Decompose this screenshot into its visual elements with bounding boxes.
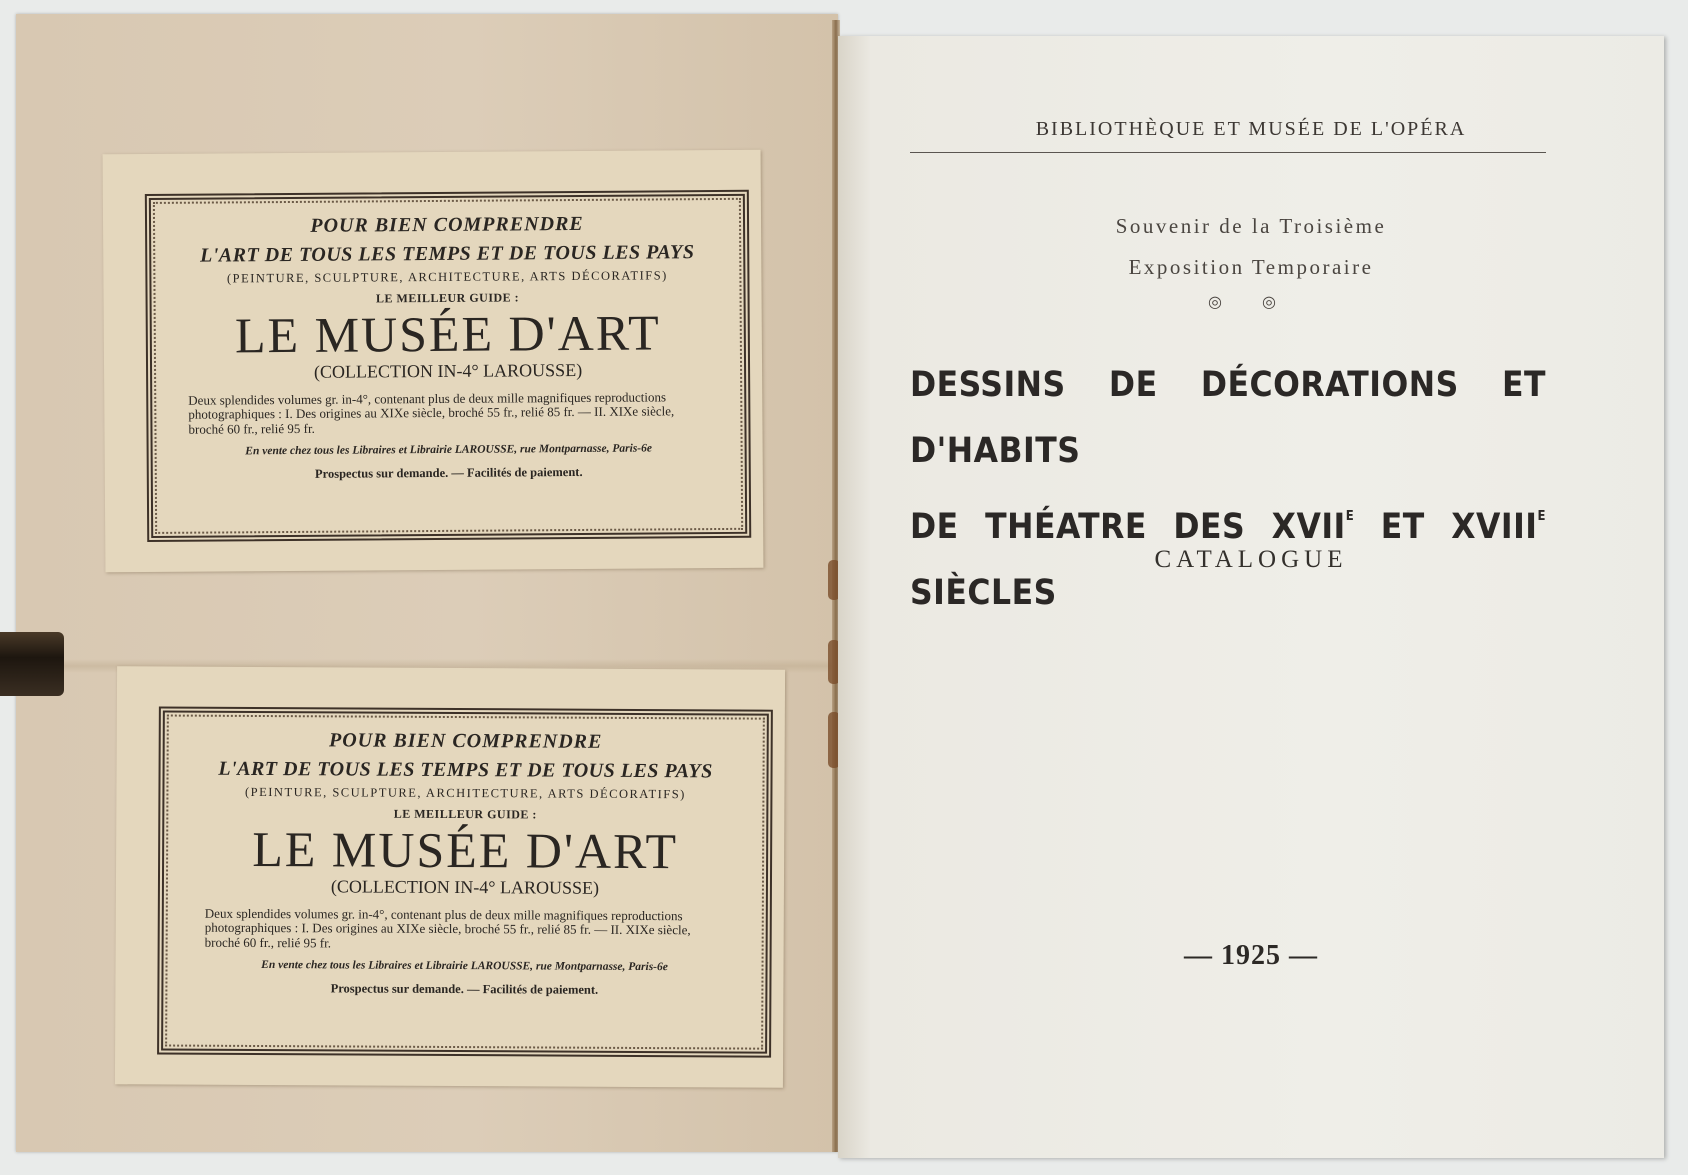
title-line: DESSINS DE DÉCORATIONS ET D'HABITS <box>910 365 1546 471</box>
binder-clip <box>0 632 64 696</box>
ad-border <box>145 190 751 542</box>
header-rule <box>910 152 1546 153</box>
ad-subheadline: L'ART DE TOUS LES TEMPS ET DE TOUS LES PAYS <box>199 241 695 267</box>
ornament-icon: ◎ ◎ <box>1208 294 1294 311</box>
ad-subheadline: L'ART DE TOUS LES TEMPS ET DE TOUS LES PAYS <box>218 757 713 783</box>
ad-guide-label: LE MEILLEUR GUIDE : <box>375 290 520 306</box>
title-line: DE THÉATRE DES $XVII^E$ ET $XVIII^E$ SIÈCLES <box>910 507 1546 613</box>
catalogue-label: CATALOGUE <box>1154 546 1348 573</box>
catalogue-title <box>910 352 1546 626</box>
souvenir-line: Exposition Temporaire <box>1128 255 1374 279</box>
publication-year: — 1925 — <box>1184 940 1318 971</box>
ad-description: Deux splendides volumes gr. in-4°, contenant plus de deux mille magnifiques reproductions photographiques : I. Des origines au XIXe siècle, broché 55 fr., relié 85 fr. — II. XIXe siècle, broché 60 fr., relié 95 fr. <box>188 388 675 438</box>
ad-prospectus: Prospectus sur demande. — Facilités de paiement. <box>330 981 599 998</box>
souvenir-text <box>838 206 1664 288</box>
ad-headline: POUR BIEN COMPRENDRE <box>310 212 584 237</box>
ad-title: LE MUSÉE D'ART <box>252 820 679 880</box>
advertisement-clipping <box>103 150 764 573</box>
ad-categories: (PEINTURE, SCULPTURE, ARCHITECTURE, ARTS DÉCORATIFS) <box>226 268 668 286</box>
ad-collection: (COLLECTION IN-4° LAROUSSE) <box>313 359 583 382</box>
institution-header: BIBLIOTHÈQUE ET MUSÉE DE L'OPÉRA <box>1035 118 1467 140</box>
ad-sale-info: En vente chez tous les Libraires et Librairie LAROUSSE, rue Montparnasse, Paris-6e <box>261 959 668 974</box>
ad-prospectus: Prospectus sur demande. — Facilités de paiement. <box>314 465 583 482</box>
advertisement-clipping <box>115 666 785 1087</box>
ad-guide-label: LE MEILLEUR GUIDE : <box>393 806 537 822</box>
ad-collection: (COLLECTION IN-4° LAROUSSE) <box>330 875 600 898</box>
ad-description: Deux splendides volumes gr. in-4°, contenant plus de deux mille magnifiques reproductions photographiques : I. Des origines au XIXe siècle, broché 55 fr., relié 85 fr. — II. XIXe siècle, broché 60 fr., relié 95 fr. <box>204 905 691 951</box>
ad-title: LE MUSÉE D'ART <box>234 304 661 364</box>
ad-categories: (PEINTURE, SCULPTURE, ARCHITECTURE, ARTS DÉCORATIFS) <box>244 784 686 802</box>
souvenir-line: Souvenir de la Troisième <box>1115 214 1387 238</box>
ad-headline: POUR BIEN COMPRENDRE <box>328 729 603 753</box>
ad-sale-info: En vente chez tous les Libraires et Librairie LAROUSSE, rue Montparnasse, Paris-6e <box>245 442 653 458</box>
catalogue-cover-page <box>838 36 1664 1158</box>
ad-border <box>157 706 773 1057</box>
